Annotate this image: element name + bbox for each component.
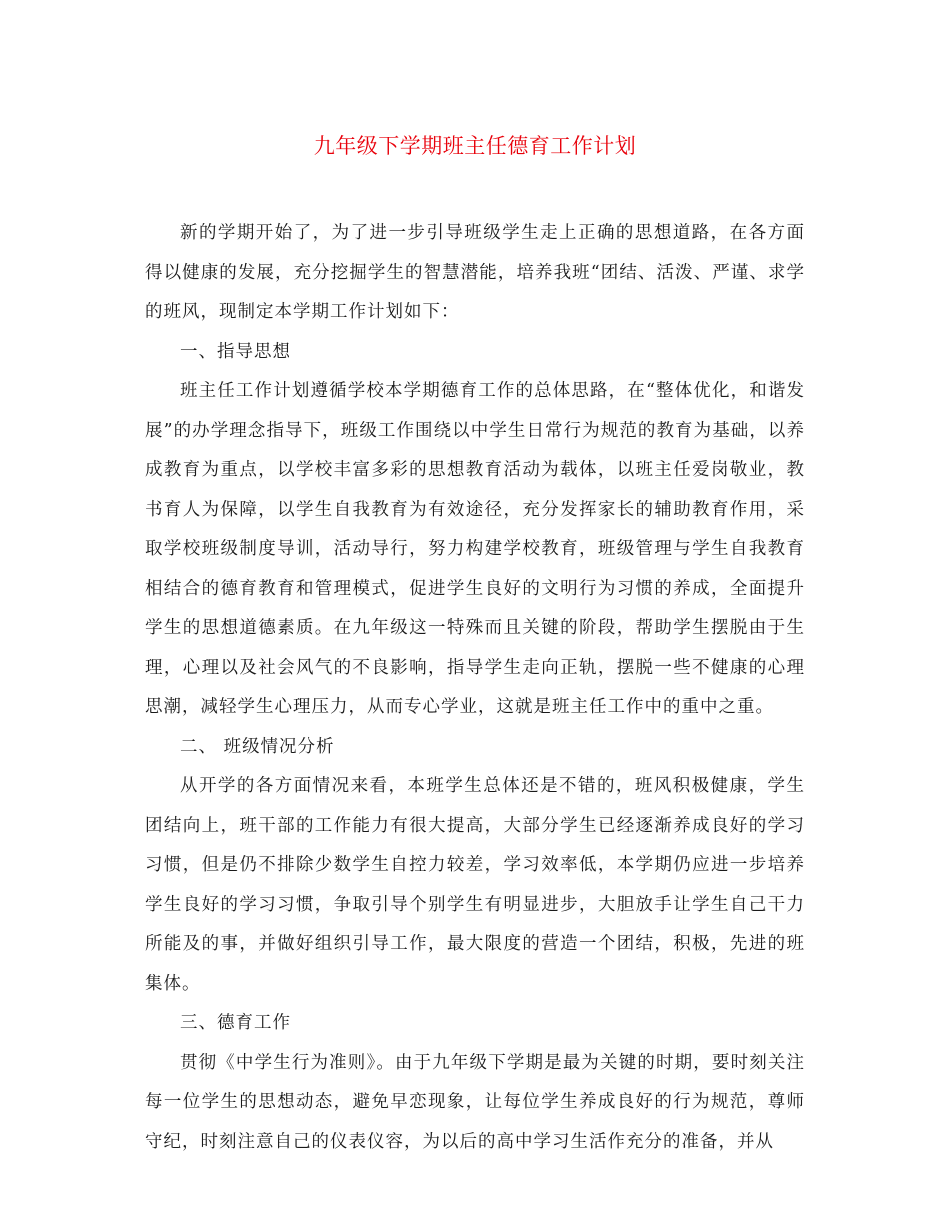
document-title: 九年级下学期班主任德育工作计划 [313, 134, 637, 158]
section-heading-class-analysis: 二、 班级情况分析 [180, 736, 335, 757]
section-heading-moral-education: 三、德育工作 [180, 1013, 291, 1033]
section-paragraph-moral-education: 贯彻《中学生行为准则》。由于九年级下学期是最为关键的时期，要时刻关注每一位学生的思想动态，避免早恋现象，让每位学生养成良好的行为规范，尊师守纪，时刻注意自己的仪表仪容，为以后的高中学习生活作充分的准备，并从 [145, 1052, 805, 1152]
intro-paragraph: 新的学期开始了，为了进一步引导班级学生走上正确的思想道路，在各方面得以健康的发展，充分挖掘学生的智慧潜能，培养我班“团结、活泼、严谨、求学的班风，现制定本学期工作计划如下： [145, 223, 805, 322]
section-paragraph-class-analysis: 从开学的各方面情况来看，本班学生总体还是不错的，班风积极健康，学生团结向上，班干部的工作能力有很大提高，大部分学生已经逐渐养成良好的学习习惯，但是仍不排除少数学生自控力较差，学习效率低，本学期仍应进一步培养学生良好的学习习惯，争取引导个别学生有明显进步，大胆放手让学生自己干力所能及的事，并做好组织引导工作，最大限度的营造一个团结，积极，先进的班集体。 [145, 776, 805, 994]
document-body [145, 214, 805, 1162]
section-heading-guiding-ideology: 一、指导思想 [180, 341, 291, 362]
section-paragraph-guiding-ideology: 班主任工作计划遵循学校本学期德育工作的总体思路，在“整体优化，和谐发展”的办学理念指导下，班级工作围绕以中学生日常行为规范的教育为基础，以养成教育为重点，以学校丰富多彩的思想教育活动为载体，以班主任爱岗敬业，教书育人为保障，以学生自我教育为有效途径，充分发挥家长的辅助教育作用，采取学校班级制度导训，活动导行，努力构建学校教育，班级管理与学生自我教育相结合的德育教育和管理模式，促进学生良好的文明行为习惯的养成，全面提升学生的思想道德素质。在九年级这一特殊而且关键的阶段，帮助学生摆脱由于生理，心理以及社会风气的不良影响，指导学生走向正轨，摆脱一些不健康的心理思潮，减轻学生心理压力，从而专心学业，这就是班主任工作中的重中之重。 [145, 381, 805, 717]
